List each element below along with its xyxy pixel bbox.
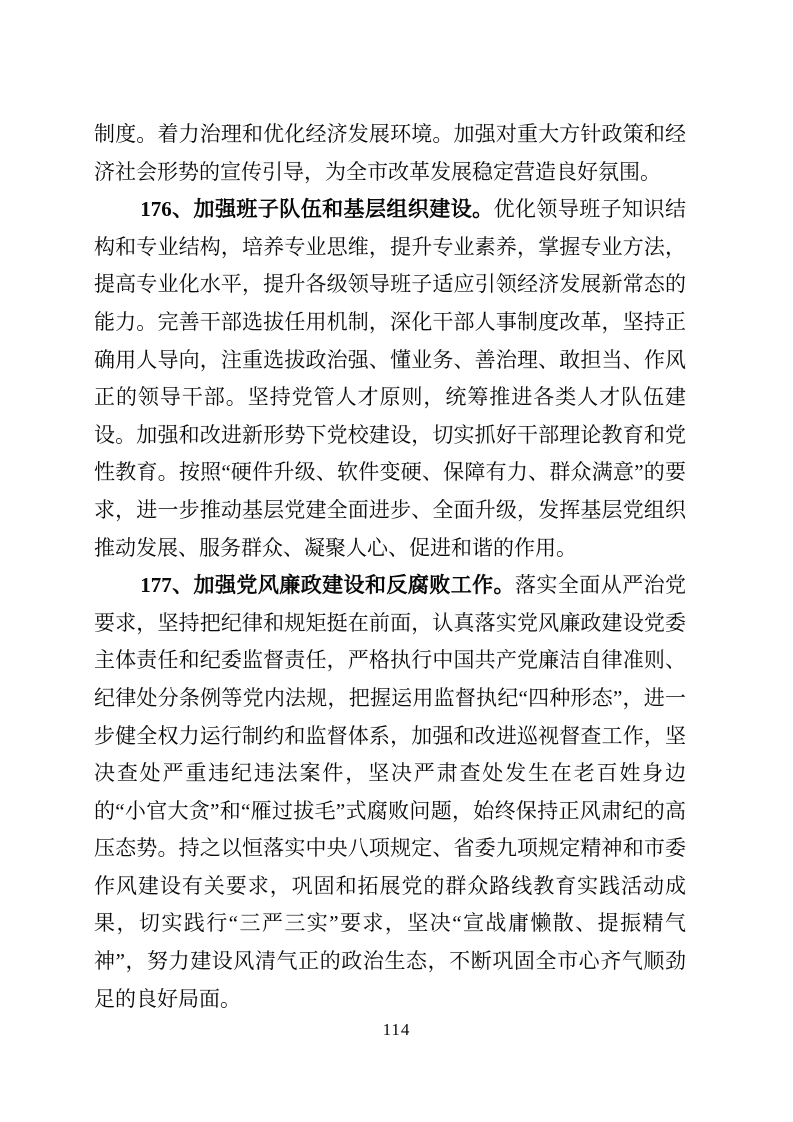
page-number: 114	[382, 1020, 411, 1039]
section-heading-177: 177、加强党风廉政建设和反腐败工作。	[140, 573, 515, 598]
page-body-text	[94, 116, 686, 1018]
paragraph-text: 落实全面从严治党要求，坚持把纪律和规矩挺在前面，认真落实党风廉政建设党委主体责任和纪委监督责任，严格执行中国共产党廉洁自律准则、纪律处分条例等党内法规，把握运用监督执纪“四种形态”，进一步健全权力运行制约和监督体系，加强和改进巡视督查工作，坚决查处严重违纪违法案件，坚决严肃查处发生在老百姓身边的“小官大贪”和“雁过拔毛”式腐败问题，始终保持正风肃纪的高压态势。持之以恒落实中央八项规定、省委九项规定精神和市委作风建设有关要求，巩固和拓展党的群众路线教育实践活动成果，切实践行“三严三实”要求，坚决“宣战庸懒散、提振精气神”，努力建设风清气正的政治生态，不断巩固全市心齐气顺劲足的良好局面。	[94, 573, 687, 1011]
paragraph-section-176	[94, 191, 686, 567]
paragraph-continuation	[94, 116, 686, 191]
paragraph-text: 优化领导班子知识结构和专业结构，培养专业思维，提升专业素养，掌握专业方法，提高专业化水平，提升各级领导班子适应引领经济发展新常态的能力。完善干部选拔任用机制，深化干部人事制度改革，坚持正确用人导向，注重选拔政治强、懂业务、善治理、敢担当、作风正的领导干部。坚持党管人才原则，统筹推进各类人才队伍建设。加强和改进新形势下党校建设，切实抓好干部理论教育和党性教育。按照“硬件升级、软件变硬、保障有力、群众满意”的要求，进一步推动基层党建全面进步、全面升级，发挥基层党组织推动发展、服务群众、凝聚人心、促进和谐的作用。	[94, 197, 686, 560]
paragraph-text: 制度。着力治理和优化经济发展环境。加强对重大方针政策和经济社会形势的宣传引导，为全市改革发展稳定营造良好氛围。	[94, 122, 686, 184]
section-heading-176: 176、加强班子队伍和基层组织建设。	[140, 197, 494, 222]
paragraph-section-177	[94, 567, 686, 1018]
